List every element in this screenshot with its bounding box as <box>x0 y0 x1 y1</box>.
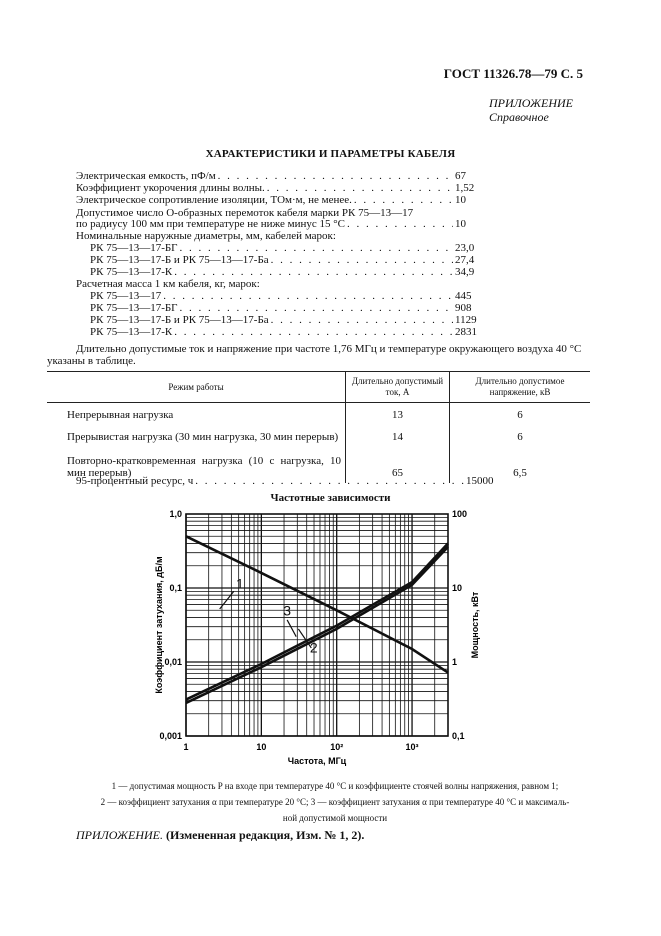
appendix-label <box>489 96 573 124</box>
chart-grid <box>186 514 448 736</box>
diameter-row: РК 75—13—17-Б и РК 75—13—17-Ба . . . 27,4 <box>90 254 481 266</box>
resource-row: 95-процентный ресурс, ч . . . 15000 <box>76 475 496 487</box>
y2-tick-label: 0,1 <box>452 731 465 741</box>
cell-mode: Повторно-кратковременная нагрузка (10 с нагрузка, 10 мин перерыв) <box>67 455 341 479</box>
cell-mode: Непрерывная нагрузка <box>67 409 174 421</box>
footer-note <box>76 828 364 843</box>
param-insulation: Электрическое сопротивление изоляции, ТОм·м, не менее. . . . 10 <box>76 194 481 206</box>
footer-italic: ПРИЛОЖЕНИЕ. <box>76 828 163 842</box>
table-row <box>47 403 590 428</box>
y2-tick-label: 10 <box>452 583 463 593</box>
y2-tick-label: 100 <box>452 509 468 519</box>
table-header-row <box>47 372 590 403</box>
cell-current: 14 <box>346 427 450 449</box>
cell-mode: Прерывистая нагрузка (30 мин нагрузка, 30 мин перерыв) <box>67 431 339 443</box>
table-row <box>47 427 590 449</box>
x-tick-label: 10 <box>256 742 267 752</box>
caption-line2: 2 — коэффициент затухания α при температуре 20 °С; 3 — коэффициент затухания α при температуре 40 °С и максималь- <box>100 797 570 807</box>
load-table <box>47 371 590 483</box>
col-header-voltage: Длительно допустимое напряжение, кВ <box>450 372 591 403</box>
param-capacitance: Электрическая емкость, пФ/м . . . 67 <box>76 170 481 182</box>
diameters-header: Номинальные наружные диаметры, мм, кабелей марок: <box>76 230 336 242</box>
diameter-row: РК 75—13—17-БГ . . . 23,0 <box>90 242 481 254</box>
param-rewind-line1: Допустимое число О-образных перемоток кабеля марки РК 75—13—17 <box>76 207 414 219</box>
y2-axis-label: Мощность, кВт <box>470 591 480 659</box>
masses-header: Расчетная масса 1 км кабеля, кг, марок: <box>76 278 260 290</box>
col-header-current: Длительно допустимый ток, А <box>346 372 450 403</box>
mass-row: РК 75—13—17-Б и РК 75—13—17-Ба . . . 1129 <box>90 314 481 326</box>
cell-voltage: 6 <box>517 409 523 421</box>
cell-current: 13 <box>346 403 450 428</box>
table-intro-line2: указаны в таблице. <box>47 355 136 367</box>
caption-line3: ной допустимой мощности <box>282 813 388 823</box>
section-title: ХАРАКТЕРИСТИКИ И ПАРАМЕТРЫ КАБЕЛЯ <box>205 148 456 160</box>
param-shortening: Коэффициент укорочения длины волны. . . . 1,52 <box>76 182 481 194</box>
curve-annotation-2: 2 <box>309 639 318 656</box>
y-tick-label: 0,01 <box>164 657 182 667</box>
page-header: ГОСТ 11326.78—79 С. 5 <box>443 66 583 81</box>
appendix-subtitle: Справочное <box>489 110 549 124</box>
chart-caption <box>40 778 630 826</box>
mass-row: РК 75—13—17-К . . . 2831 <box>90 326 481 338</box>
mass-row: РК 75—13—17-БГ . . . 908 <box>90 302 481 314</box>
caption-line1: 1 — допустимая мощность P на входе при температуре 40 °С и коэффициенте стоячей волны напряжения, равном 1; <box>111 781 559 791</box>
param-rewind-line2: по радиусу 100 мм при температуре не ниже минус 15 °С . . . 10 <box>76 218 481 230</box>
frequency-chart <box>150 508 490 770</box>
y-axis-label: Коэффициент затухания, дБ/м <box>154 556 164 694</box>
cell-voltage: 6 <box>517 431 523 443</box>
curve-annotation-3: 3 <box>283 602 292 619</box>
footer-bold: (Измененная редакция, Изм. № 1, 2). <box>165 828 365 842</box>
y-tick-label: 0,1 <box>169 583 182 593</box>
cell-voltage: 6,5 <box>513 467 527 479</box>
mass-row: РК 75—13—17 . . . 445 <box>90 290 481 302</box>
table-intro-line1: Длительно допустимые ток и напряжение при частоте 1,76 МГц и температуре окружающего воздуха 40 °С <box>76 343 582 355</box>
appendix-title: ПРИЛОЖЕНИЕ <box>489 96 573 110</box>
annotation-leader <box>287 620 296 637</box>
x-tick-label: 1 <box>183 742 189 752</box>
x-tick-label: 10² <box>330 742 344 752</box>
y-tick-label: 1,0 <box>169 509 182 519</box>
y2-tick-label: 1 <box>452 657 458 667</box>
chart-title: Частотные зависимости <box>270 492 391 504</box>
diameter-row: РК 75—13—17-К . . . 34,9 <box>90 266 481 278</box>
x-tick-label: 10³ <box>405 742 419 752</box>
x-axis-label: Частота, МГц <box>287 756 347 766</box>
curve-annotation-1: 1 <box>235 575 244 592</box>
col-header-mode: Режим работы <box>47 372 346 403</box>
y-tick-label: 0,001 <box>159 731 182 741</box>
cell-current: 65 <box>346 449 450 483</box>
